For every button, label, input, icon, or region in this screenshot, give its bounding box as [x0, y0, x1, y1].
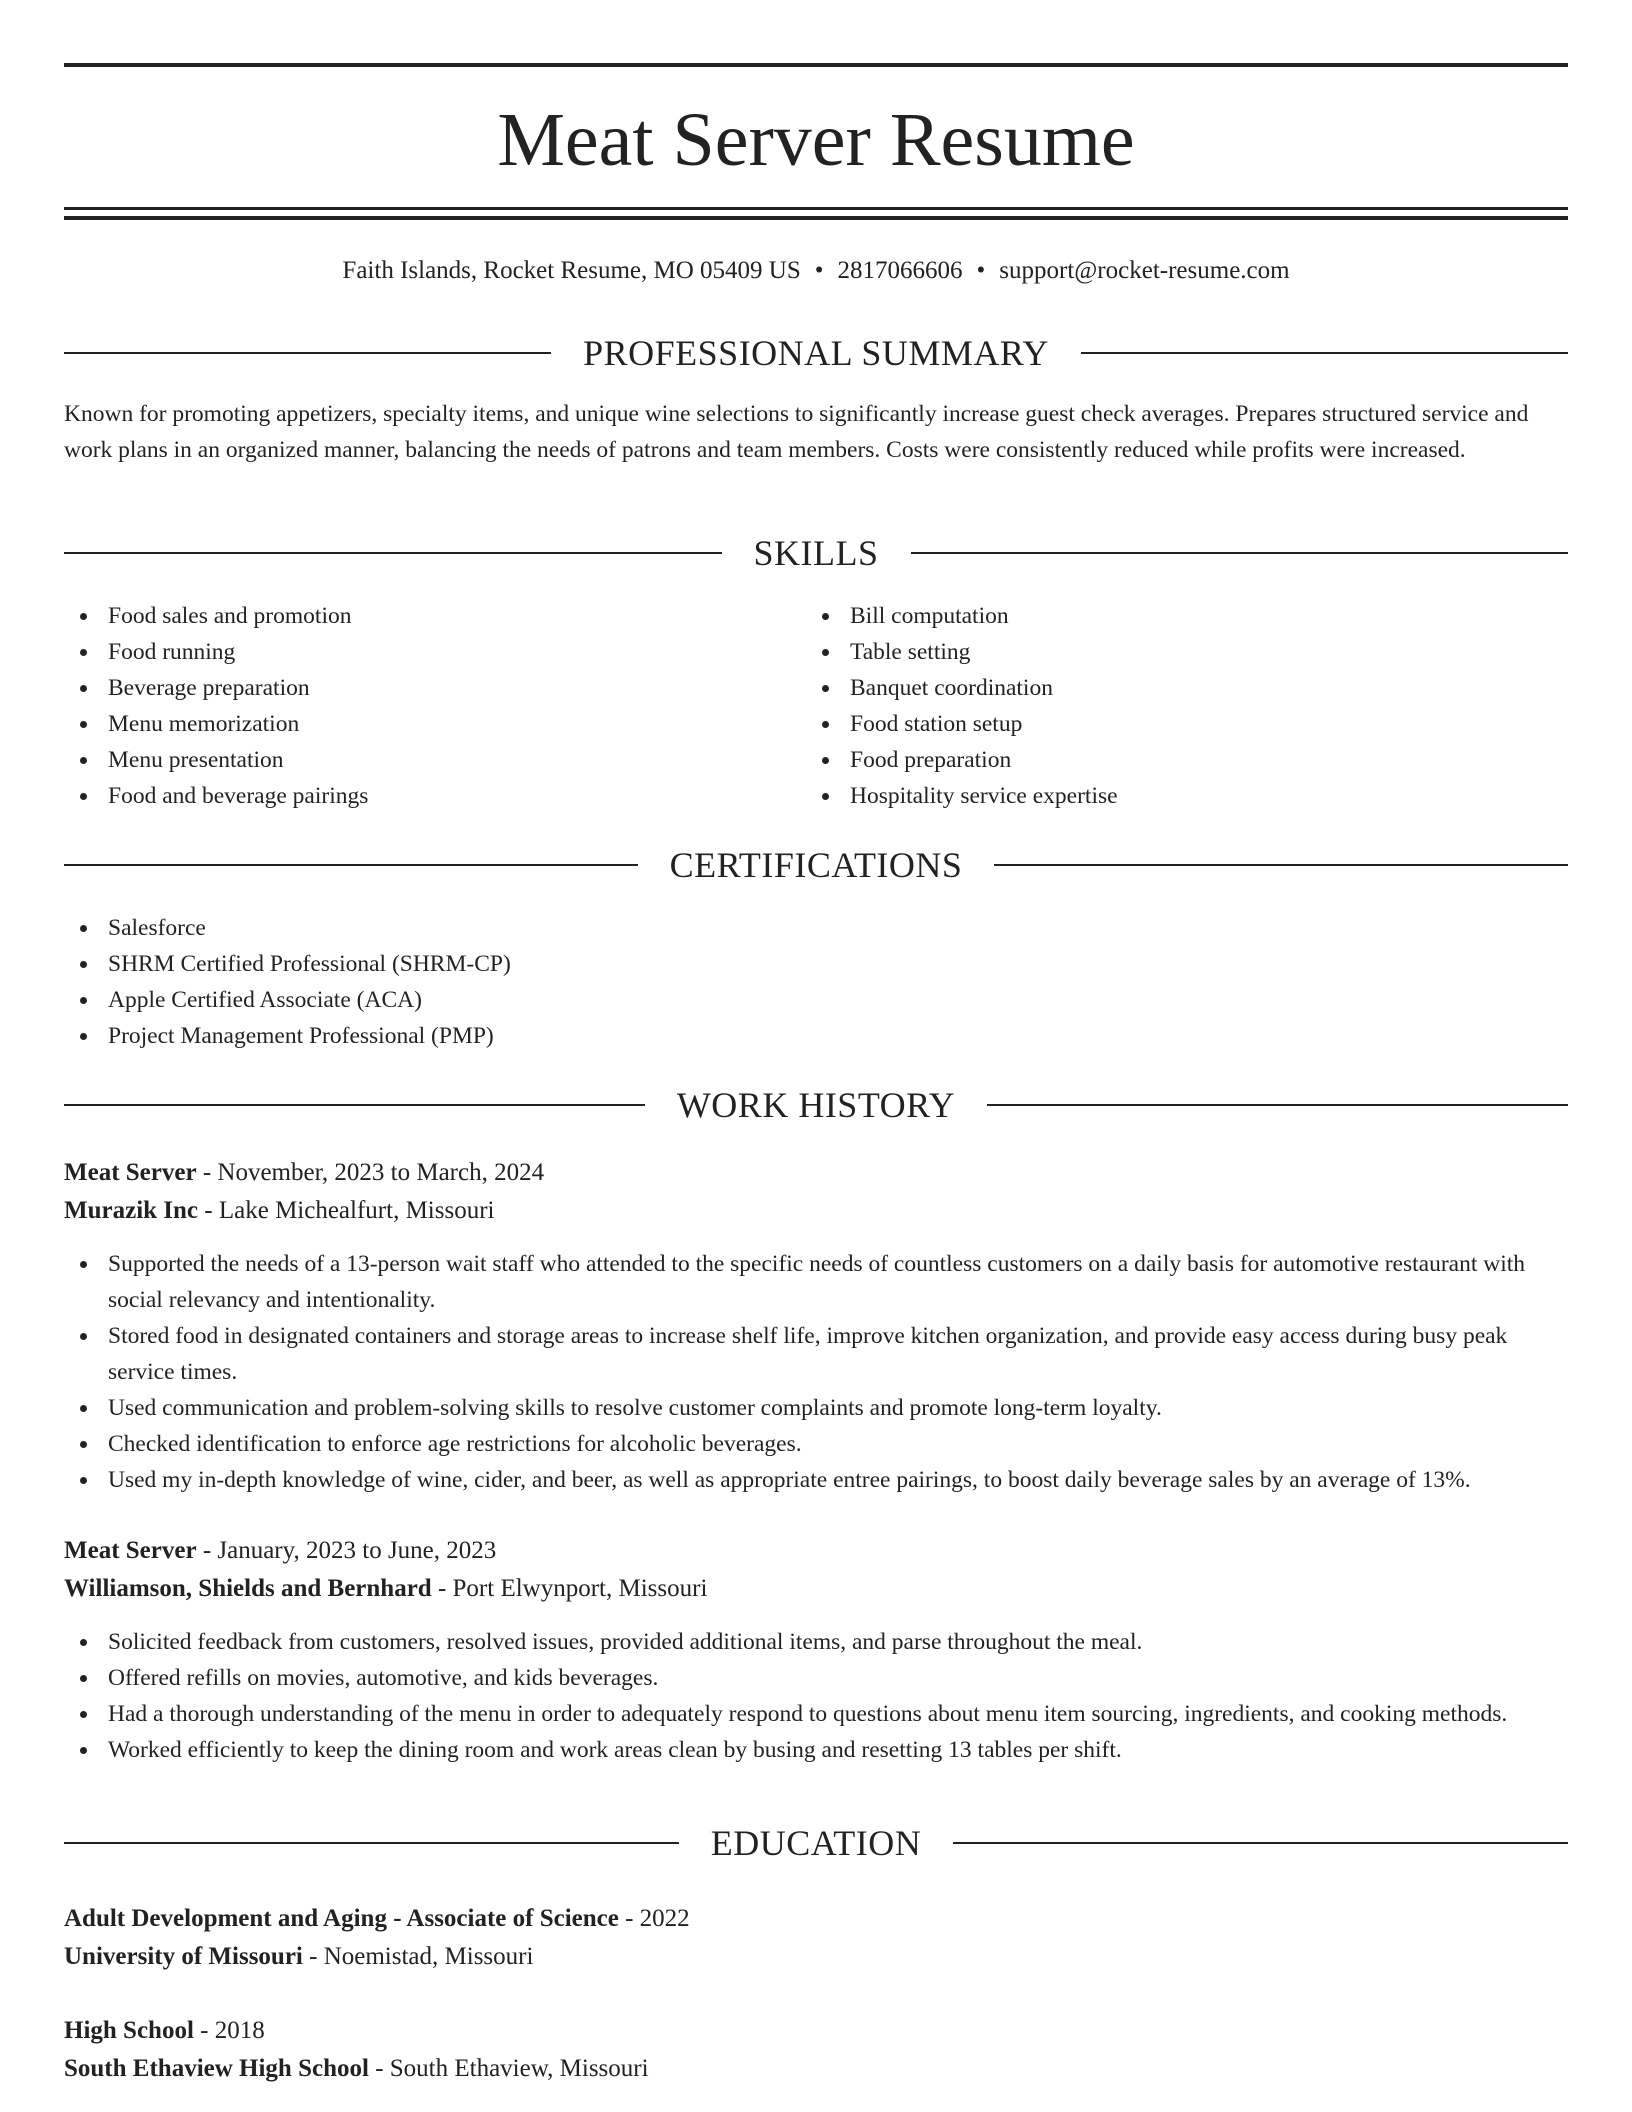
- education-degree-line: [64, 1900, 1568, 1938]
- section-header-skills: [64, 530, 1568, 576]
- section-title-summary: PROFESSIONAL SUMMARY: [583, 333, 1049, 373]
- education-school-line: [64, 2050, 1568, 2088]
- certification-item: Apple Certified Associate (ACA): [64, 982, 1568, 1018]
- education-school-line: [64, 1938, 1568, 1976]
- job-title: Meat Server: [64, 1159, 197, 1186]
- job-dates: - January, 2023 to June, 2023: [196, 1537, 497, 1564]
- education-entry: [64, 2012, 1568, 2088]
- education-entry: [64, 1900, 1568, 1976]
- job-company: Williamson, Shields and Bernhard: [64, 1575, 432, 1602]
- skill-item: Food preparation: [806, 742, 1548, 778]
- job-duty-item: Offered refills on movies, automotive, and kids beverages.: [64, 1660, 1568, 1696]
- certifications-list: [64, 910, 1568, 1054]
- divider-line: [64, 552, 722, 554]
- contact-separator: •: [976, 257, 986, 284]
- contact-address: Faith Islands, Rocket Resume, MO 05409 US: [342, 257, 801, 284]
- summary-text: Known for promoting appetizers, specialty items, and unique wine selections to significantly increase guest check averages. Prepares structured service and work plans in an organized manner, balancing the needs of patrons and team members. Costs were consistently reduced while profits were increased.: [64, 401, 1529, 463]
- section-header-education: [64, 1820, 1568, 1866]
- job-title: Meat Server: [64, 1537, 197, 1564]
- divider-line: [1081, 352, 1568, 354]
- skill-item: Food station setup: [806, 706, 1548, 742]
- skill-item: Beverage preparation: [64, 670, 806, 706]
- job-company-line: [64, 1570, 1568, 1608]
- divider-line: [64, 1104, 645, 1106]
- education-location: - Noemistad, Missouri: [302, 1943, 534, 1970]
- resume-title: Meat Server Resume: [497, 98, 1135, 182]
- education-degree: High School: [64, 2017, 194, 2044]
- skill-item: Food sales and promotion: [64, 598, 806, 634]
- section-header-work: [64, 1082, 1568, 1128]
- skills-column-left: [64, 598, 806, 814]
- certification-item: Salesforce: [64, 910, 1568, 946]
- skill-item: Bill computation: [806, 598, 1548, 634]
- job-duty-item: Solicited feedback from customers, resolved issues, provided additional items, and parse throughout the meal.: [64, 1624, 1568, 1660]
- skills-column-right: [806, 598, 1548, 814]
- title-double-rule: [64, 207, 1568, 220]
- education-year: - 2018: [193, 2017, 265, 2044]
- skill-item: Menu memorization: [64, 706, 806, 742]
- education-school: University of Missouri: [64, 1943, 303, 1970]
- education-degree: Adult Development and Aging - Associate of Science: [64, 1905, 619, 1932]
- job-duty-item: Used my in-depth knowledge of wine, cider, and beer, as well as appropriate entree pairings, to boost daily beverage sales by an average of 13%.: [64, 1462, 1568, 1498]
- certification-item: Project Management Professional (PMP): [64, 1018, 1568, 1054]
- education-location: - South Ethaview, Missouri: [368, 2055, 649, 2082]
- contact-email[interactable]: support@rocket-resume.com: [999, 257, 1290, 284]
- divider-line: [911, 552, 1569, 554]
- job-duty-item: Had a thorough understanding of the menu in order to adequately respond to questions about menu item sourcing, ingredients, and cooking methods.: [64, 1696, 1568, 1732]
- job-title-line: [64, 1154, 1568, 1192]
- job-entry: [64, 1532, 1568, 1768]
- section-title-certifications: CERTIFICATIONS: [669, 845, 963, 885]
- contact-separator: •: [814, 257, 824, 284]
- divider-line: [64, 864, 638, 866]
- skills-list: [64, 598, 1568, 814]
- skill-item: Menu presentation: [64, 742, 806, 778]
- section-header-summary: [64, 330, 1568, 376]
- job-duty-item: Used communication and problem-solving skills to resolve customer complaints and promote long-term loyalty.: [64, 1390, 1568, 1426]
- job-location: - Port Elwynport, Missouri: [431, 1575, 708, 1602]
- divider-line: [994, 864, 1568, 866]
- skill-item: Food running: [64, 634, 806, 670]
- education-year: - 2022: [618, 1905, 690, 1932]
- education-degree-line: [64, 2012, 1568, 2050]
- divider-line: [64, 1842, 679, 1844]
- divider-line: [987, 1104, 1568, 1106]
- education-school: South Ethaview High School: [64, 2055, 369, 2082]
- job-company: Murazik Inc: [64, 1197, 199, 1224]
- job-duty-item: Worked efficiently to keep the dining room and work areas clean by busing and resetting 13 tables per shift.: [64, 1732, 1568, 1768]
- section-title-work: WORK HISTORY: [676, 1085, 956, 1125]
- divider-line: [953, 1842, 1568, 1844]
- skill-item: Hospitality service expertise: [806, 778, 1548, 814]
- section-header-certifications: [64, 842, 1568, 888]
- skill-item: Food and beverage pairings: [64, 778, 806, 814]
- job-duty-item: Checked identification to enforce age restrictions for alcoholic beverages.: [64, 1426, 1568, 1462]
- job-entry: [64, 1154, 1568, 1498]
- divider-line: [64, 352, 551, 354]
- job-title-line: [64, 1532, 1568, 1570]
- job-duties: [64, 1246, 1568, 1498]
- job-company-line: [64, 1192, 1568, 1230]
- section-title-education: EDUCATION: [710, 1823, 922, 1863]
- skill-item: Table setting: [806, 634, 1548, 670]
- skill-item: Banquet coordination: [806, 670, 1548, 706]
- contact-line: [64, 254, 1568, 288]
- top-rule: [64, 63, 1568, 67]
- certification-item: SHRM Certified Professional (SHRM-CP): [64, 946, 1568, 982]
- job-dates: - November, 2023 to March, 2024: [196, 1159, 545, 1186]
- job-duties: [64, 1624, 1568, 1768]
- job-duty-item: Supported the needs of a 13-person wait staff who attended to the specific needs of countless customers on a daily basis for automotive restaurant with social relevancy and intentionality.: [64, 1246, 1568, 1318]
- section-title-skills: SKILLS: [753, 533, 879, 573]
- contact-phone: 2817066606: [837, 257, 963, 284]
- job-location: - Lake Michealfurt, Missouri: [198, 1197, 495, 1224]
- job-duty-item: Stored food in designated containers and storage areas to increase shelf life, improve kitchen organization, and provide easy access during busy peak service times.: [64, 1318, 1568, 1390]
